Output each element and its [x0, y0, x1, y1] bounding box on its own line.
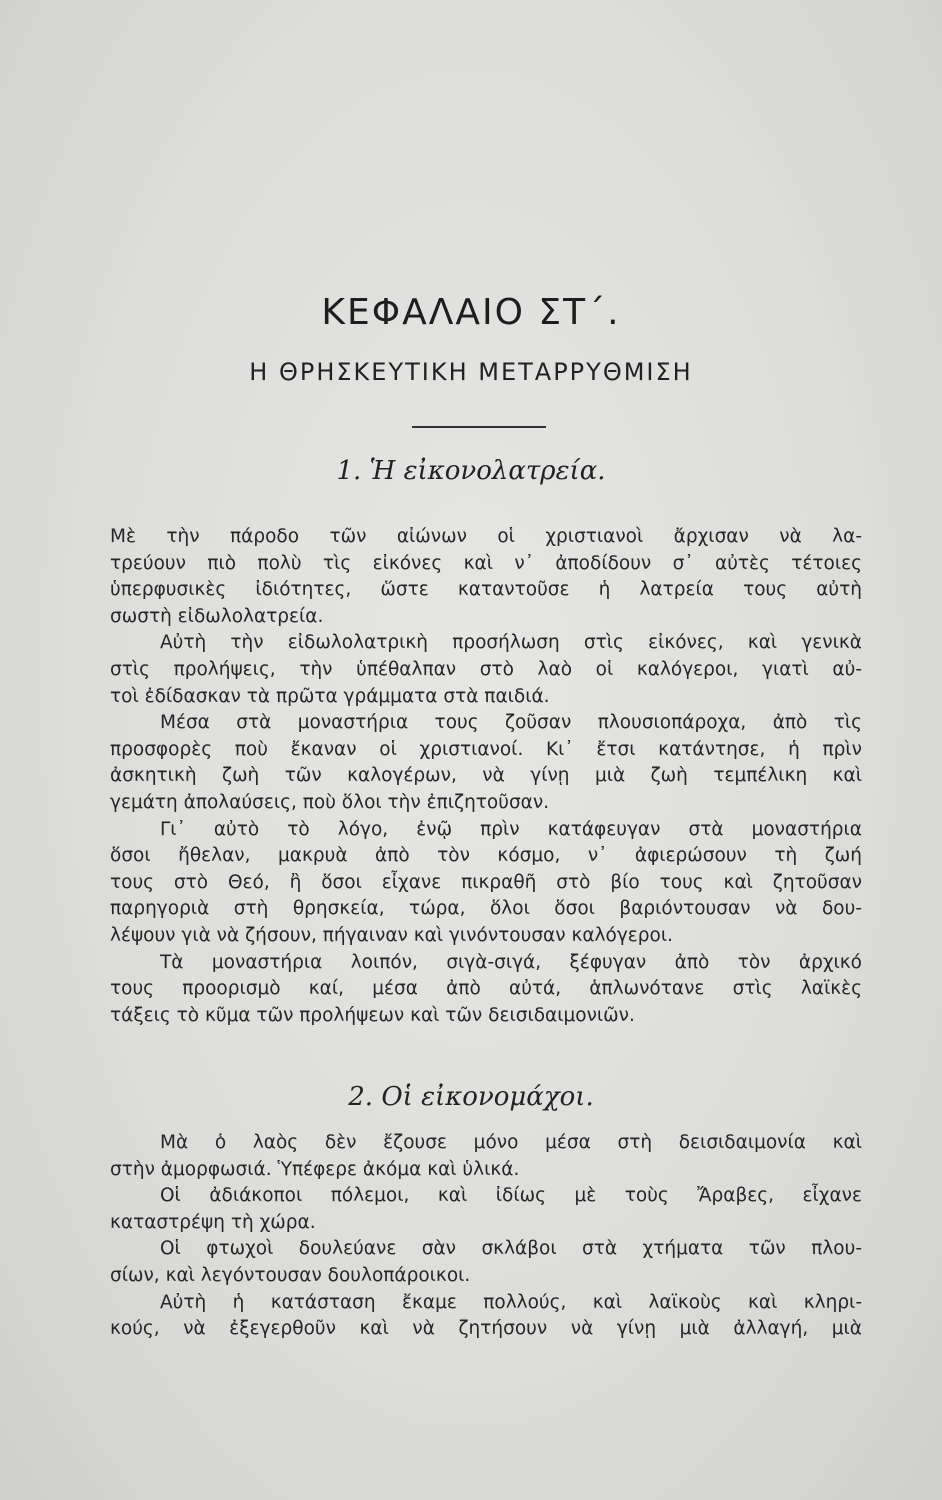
text-line: κούς, νὰ ἐξεγερθοῦν καὶ νὰ ζητήσουν νὰ γίνῃ μιὰ ἀλλαγή, μιὰ [110, 1318, 862, 1340]
section-1-body [110, 524, 862, 1029]
text-line: σωστὴ εἰδωλολατρεία. [110, 605, 324, 627]
title-divider [412, 426, 546, 428]
text-line: Γι᾽ αὐτὸ τὸ λόγο, ἐνῷ πρὶν κατάφευγαν στὰ μοναστήρια [160, 818, 862, 840]
text-line: καταστρέψη τὴ χώρα. [110, 1211, 316, 1233]
text-line: Αὐτὴ ἡ κατάσταση ἔκαμε πολλούς, καὶ λαϊκοὺς καὶ κληρι- [160, 1291, 862, 1313]
text-line: Οἱ ἀδιάκοποι πόλεμοι, καὶ ἰδίως μὲ τοὺς Ἄραβες, εἶχανε [160, 1185, 862, 1207]
text-line: Μέσα στὰ μοναστήρια τους ζοῦσαν πλουσιοπάροχα, ἀπὸ τὶς [160, 712, 862, 734]
text-line: Αὐτὴ τὴν εἰδωλολατρικὴ προσήλωση στὶς εἰκόνες, καὶ γενικὰ [160, 632, 862, 654]
text-line: Μὲ τὴν πάροδο τῶν αἰώνων οἱ χριστιανοὶ ἄρχισαν νὰ λα- [110, 526, 862, 547]
text-line: τρεύουν πιὸ πολὺ τὶς εἰκόνες καὶ ν᾽ ἀποδίδουν σ᾽ αὐτὲς τέτοιες [110, 552, 862, 574]
text-line: γεμάτη ἀπολαύσεις, ποὺ ὅλοι τὴν ἐπιζητοῦσαν. [110, 791, 550, 813]
text-line: λέψουν γιὰ νὰ ζήσουν, πήγαιναν καὶ γινόντουσαν καλόγεροι. [110, 924, 673, 946]
text-line: ἀσκητικὴ ζωὴ τῶν καλογέρων, νὰ γίνῃ μιὰ ζωὴ τεμπέλικη καὶ [110, 765, 862, 787]
text-line: στὶς προλήψεις, τὴν ὑπέθαλπαν στὸ λαὸ οἱ καλόγεροι, γιατὶ αὐ- [110, 658, 862, 680]
text-line: ὑπερφυσικὲς ἰδιότητες, ὥστε καταντοῦσε ἡ λατρεία τους αὐτὴ [110, 579, 862, 601]
text-line: τάξεις τὸ κῦμα τῶν προλήψεων καὶ τῶν δεισιδαιμονιῶν. [110, 1004, 635, 1026]
text-line: τους προορισμὸ καί, μέσα ἀπὸ αὐτά, ἁπλωνότανε στὶς λαϊκὲς [110, 978, 862, 1000]
section-2-body [110, 1130, 862, 1343]
text-line: σίων, καὶ λεγόντουσαν δουλοπάροικοι. [110, 1264, 471, 1286]
text-line: Οἱ φτωχοὶ δουλεύανε σὰν σκλάβοι στὰ χτήματα τῶν πλου- [160, 1238, 862, 1260]
text-line: Μὰ ὁ λαὸς δὲν ἔζουσε μόνο μέσα στὴ δεισιδαιμονία καὶ [160, 1132, 862, 1153]
text-line: ὅσοι ἤθελαν, μακρυὰ ἀπὸ τὸν κόσμο, ν᾽ ἀφιερώσουν τὴ ζωή [110, 845, 862, 867]
text-line: τοὶ ἐδίδασκαν τὰ πρῶτα γράμματα στὰ παιδιά. [110, 685, 550, 707]
text-line: παρηγοριὰ στὴ θρησκεία, τώρα, ὅλοι ὅσοι βαριόντουσαν νὰ δου- [110, 898, 862, 920]
text-line: Τὰ μοναστήρια λοιπόν, σιγὰ-σιγά, ξέφυγαν ἀπὸ τὸν ἀρχικό [160, 951, 862, 973]
section-1-title: 1. Ἡ εἰκονολατρεία. [336, 456, 606, 486]
chapter-subtitle: Η ΘΡΗΣΚΕΥΤΙΚΗ ΜΕΤΑΡΡΥΘΜΙΣΗ [249, 358, 693, 386]
text-line: στὴν ἀμορφωσιά. Ὑπέφερε ἀκόμα καὶ ὑλικά. [110, 1158, 520, 1180]
chapter-title: ΚΕΦΑΛΑΙΟ ΣΤ΄. [321, 292, 621, 333]
section-2-title: 2. Οἱ εἰκονομάχοι. [348, 1082, 594, 1112]
text-line: προσφορὲς ποὺ ἔκαναν οἱ χριστιανοί. Κι᾽ ἔτσι κατάντησε, ἡ πρὶν [110, 738, 862, 760]
text-line: τους στὸ Θεό, ἢ ὅσοι εἶχανε πικραθῆ στὸ βίο τους καὶ ζητοῦσαν [110, 871, 862, 893]
